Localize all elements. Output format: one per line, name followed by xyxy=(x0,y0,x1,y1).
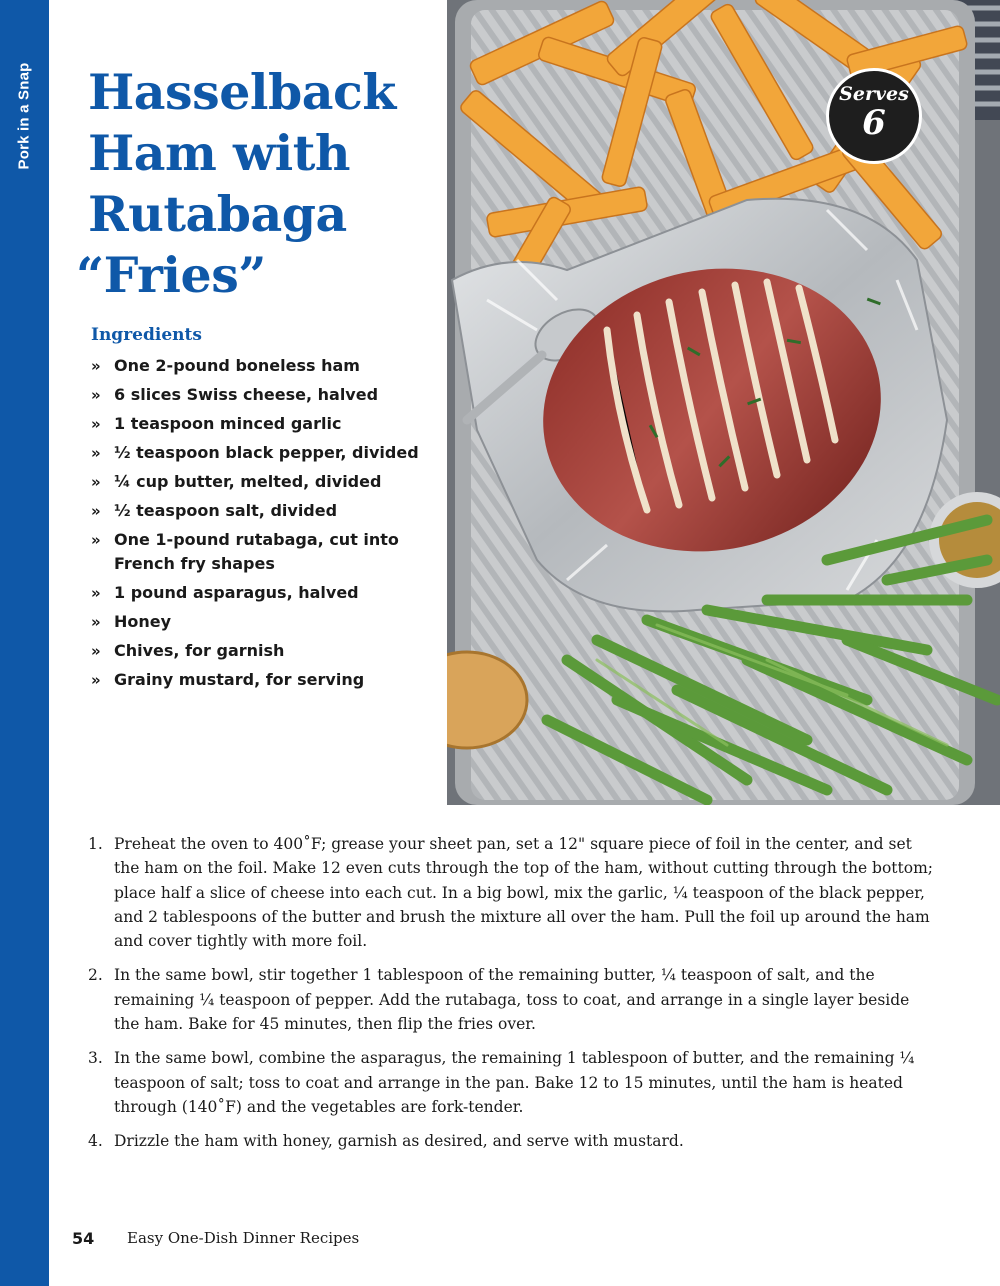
bullet-icon: » xyxy=(91,357,101,375)
instruction-step xyxy=(88,963,938,1036)
ingredient-item xyxy=(91,528,421,576)
book-title: Easy One-Dish Dinner Recipes xyxy=(127,1229,360,1247)
ingredient-text: ½ teaspoon black pepper, divided xyxy=(114,443,419,462)
ingredient-text: One 2-pound boneless ham xyxy=(114,356,360,375)
ingredient-text: Grainy mustard, for serving xyxy=(114,670,365,689)
title-line: Rutabaga xyxy=(88,185,347,243)
instructions-list xyxy=(88,832,938,1164)
step-number: 1. xyxy=(88,835,103,853)
ingredient-item xyxy=(91,470,421,494)
title-line: Ham with xyxy=(88,124,351,182)
step-text: Preheat the oven to 400˚F; grease your sheet pan, set a 12" square piece of foil in the center, and set the ham on the foil. Make 12 even cuts through the top of the ham, without cutting through the bottom; place half a slice of cheese into each cut. In a big bowl, mix the garlic, ¼ teaspoon of the black pepper, and 2 tablespoons of the butter and brush the mixture all over the ham. Pull the foil up around the ham and cover tightly with more foil. xyxy=(114,835,934,951)
bullet-icon: » xyxy=(91,415,101,433)
title-line: Hasselback xyxy=(88,63,396,121)
bullet-icon: » xyxy=(91,671,101,689)
ingredient-item xyxy=(91,610,421,634)
ingredient-text: Chives, for garnish xyxy=(114,641,285,660)
step-number: 2. xyxy=(88,966,103,985)
ingredient-item xyxy=(91,412,421,436)
instruction-step xyxy=(88,832,938,953)
recipe-title xyxy=(76,62,438,306)
step-text: In the same bowl, combine the asparagus, the remaining 1 tablespoon of butter, and the remaining ¼ teaspoon of salt; toss to coat and arrange in the pan. Bake 12 to 15 minutes, until the ham is heated through (140˚F) and the vegetables are fork-tender. xyxy=(114,1049,915,1116)
section-label: Pork in a Snap xyxy=(15,62,33,170)
ingredient-item xyxy=(91,383,421,407)
bullet-icon: » xyxy=(91,613,101,631)
bullet-icon: » xyxy=(91,531,101,549)
ingredient-text: 6 slices Swiss cheese, halved xyxy=(114,385,379,404)
bullet-icon: » xyxy=(91,386,101,404)
ingredient-text: 1 pound asparagus, halved xyxy=(114,583,359,602)
side-band xyxy=(0,0,49,1286)
ingredients-heading: Ingredients xyxy=(91,325,202,345)
serves-label: Serves xyxy=(839,83,909,105)
ingredient-item xyxy=(91,581,421,605)
page-number: 54 xyxy=(72,1229,95,1248)
instruction-step xyxy=(88,1046,938,1119)
ingredient-text: ½ teaspoon salt, divided xyxy=(114,501,338,520)
bullet-icon: » xyxy=(91,473,101,491)
step-text: In the same bowl, stir together 1 tablespoon of the remaining butter, ¼ teaspoon of salt, and the remaining ¼ teaspoon of pepper. Add the rutabaga, toss to coat, and arrange in a single layer beside the ham. Bake for 45 minutes, then flip the fries over. xyxy=(114,966,910,1034)
ingredient-text: 1 teaspoon minced garlic xyxy=(114,414,342,433)
ingredient-text: One 1-pound rutabaga, cut into French fry shapes xyxy=(114,530,399,573)
step-text: Drizzle the ham with honey, garnish as desired, and serve with mustard. xyxy=(114,1132,684,1151)
bullet-icon: » xyxy=(91,642,101,660)
ingredient-text: Honey xyxy=(114,612,172,631)
serves-count: 6 xyxy=(862,103,886,143)
bullet-icon: » xyxy=(91,584,101,602)
bullet-icon: » xyxy=(91,502,101,520)
ingredients-list xyxy=(91,354,421,697)
instruction-step xyxy=(88,1129,938,1153)
ingredient-text: ¼ cup butter, melted, divided xyxy=(114,472,382,491)
ingredient-item xyxy=(91,639,421,663)
ingredient-item xyxy=(91,441,421,465)
bullet-icon: » xyxy=(91,444,101,462)
step-number: 3. xyxy=(88,1049,103,1068)
serves-badge xyxy=(826,68,922,164)
ingredient-item xyxy=(91,354,421,378)
title-line: “Fries” xyxy=(76,246,266,304)
ingredient-item xyxy=(91,499,421,523)
ingredient-item xyxy=(91,668,421,692)
step-number: 4. xyxy=(88,1132,103,1151)
